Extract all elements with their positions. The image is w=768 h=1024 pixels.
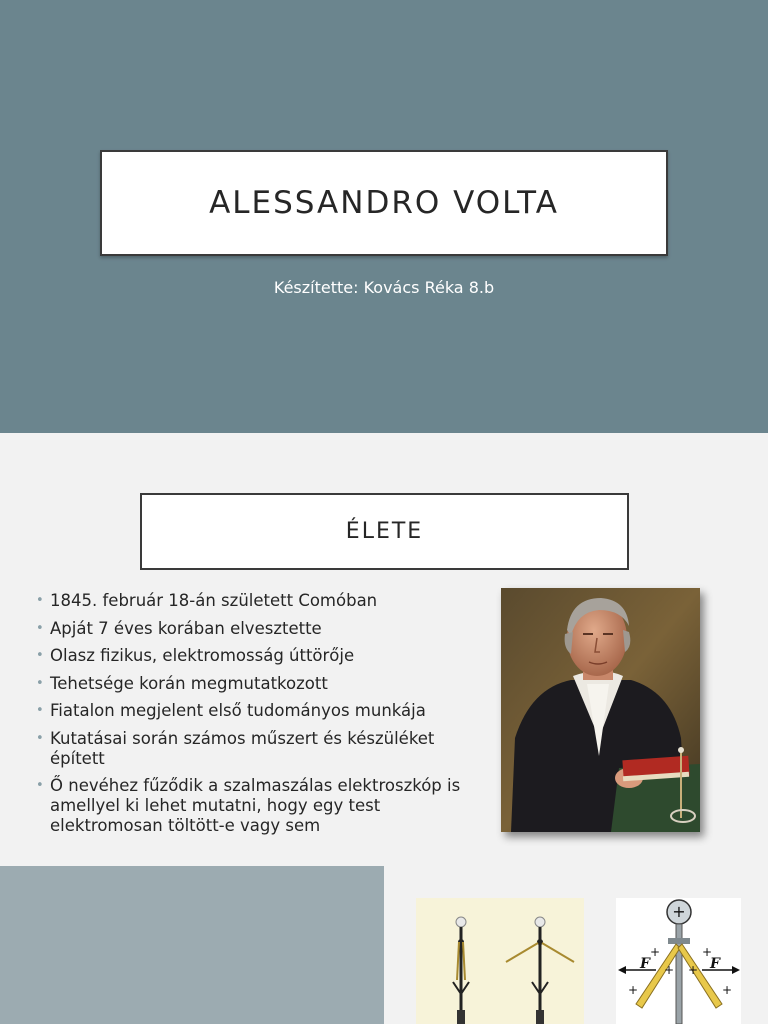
bullet-item: • Ő nevéhez fűződik a szalmaszálas elektroszkóp is amellyel ki lehet mutatni, hogy egy test elektromosan töltött-e vagy sem [36,776,466,836]
presentation-title: ALESSANDRO VOLTA [209,185,559,221]
bullet-item: • Apját 7 éves korában elvesztette [36,619,466,639]
charge-plus-label: + [628,983,639,997]
title-box [100,150,668,256]
charge-plus-label: + [650,945,661,959]
charge-plus-label: + [702,945,713,959]
bullet-item: • Fiatalon megjelent első tudományos munkája [36,701,466,721]
author-subtitle: Készítette: Kovács Réka 8.b [273,278,495,297]
title-slide [0,0,768,433]
slide-heading: ÉLETE [345,519,424,544]
bullet-list [36,591,466,844]
bullet-item: • Olasz fizikus, elektromosság úttörője [36,646,466,666]
heading-box [140,493,629,570]
electroscope-diagram [616,898,741,1024]
bullet-item: • Tehetsége korán megmutatkozott [36,674,466,694]
charge-plus-label: + [672,902,686,921]
biography-slide [0,433,768,866]
bullet-item: • 1845. február 18-án született Comóban [36,591,466,611]
accent-panel [0,866,384,1024]
electroscope-photo [416,898,584,1024]
charge-plus-label: + [722,983,733,997]
bullet-item: • Kutatásai során számos műszert és készüléket épített [36,729,466,769]
volta-portrait [501,588,700,832]
charge-plus-label: + [688,963,699,977]
force-label-left: F [640,956,650,972]
force-label-right: F [710,956,720,972]
charge-plus-label: + [664,963,675,977]
